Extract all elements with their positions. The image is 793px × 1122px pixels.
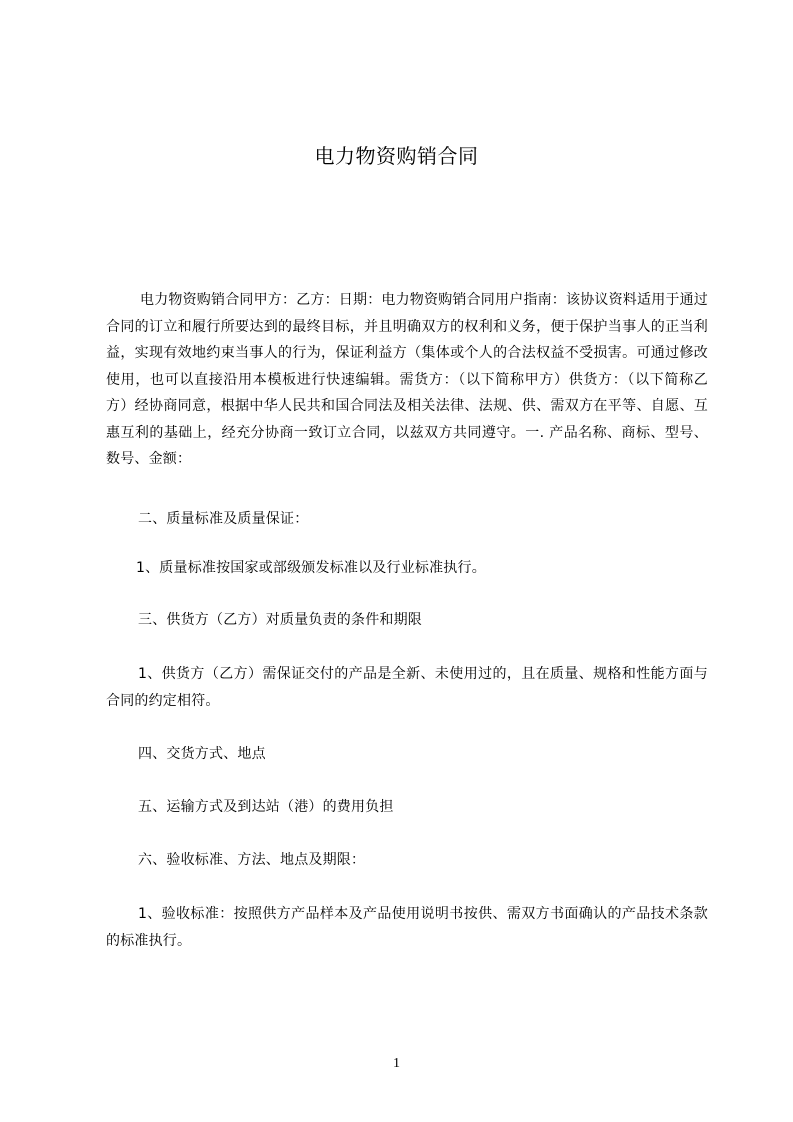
section-2-heading: 二、质量标准及质量保证： — [138, 511, 309, 527]
section-3-heading: 三、供货方（乙方）对质量负责的条件和期限 — [138, 612, 422, 628]
section-6-item-1: 1、验收标准：按照供方产品样本及产品使用说明书按供、需双方书面确认的产品技术条款的标准执行。 — [106, 906, 708, 949]
intro-paragraph: 电力物资购销合同甲方：乙方：日期：电力物资购销合同用户指南：该协议资料适用于通过合同的订立和履行所要达到的最终目标，并且明确双方的权利和义务，便于保护当事人的正当利益，实现有效地约束当事人的行为，保证利益方（集体或个人的合法权益不受损害。可通过修改使用，也可以直接沿用本模板进行快速编辑。需货方：（以下简称甲方）供货方：（以下简称乙方）经协商同意，根据中华人民共和国合同法及相关法律、法规、供、需双方在平等、自愿、互惠互利的基础上，经充分协商一致订立合同，以兹双方共同遵守。一. 产品名称、商标、型号、数号、金额： — [106, 292, 708, 467]
page-number: 1 — [393, 1056, 400, 1071]
document-body — [106, 287, 708, 949]
section-2-item-1: 1、质量标准按国家或部级颁发标准以及行业标准执行。 — [136, 560, 486, 576]
section-4-heading: 四、交货方式、地点 — [138, 746, 266, 762]
document-title: 电力物资购销合同 — [314, 144, 479, 168]
section-3-item-1: 1、供货方（乙方）需保证交付的产品是全新、未使用过的，且在质量、规格和性能方面与合同的约定相符。 — [106, 666, 708, 709]
section-5-heading: 五、运输方式及到达站（港）的费用负担 — [138, 799, 394, 815]
section-6-heading: 六、验收标准、方法、地点及期限： — [138, 852, 366, 868]
